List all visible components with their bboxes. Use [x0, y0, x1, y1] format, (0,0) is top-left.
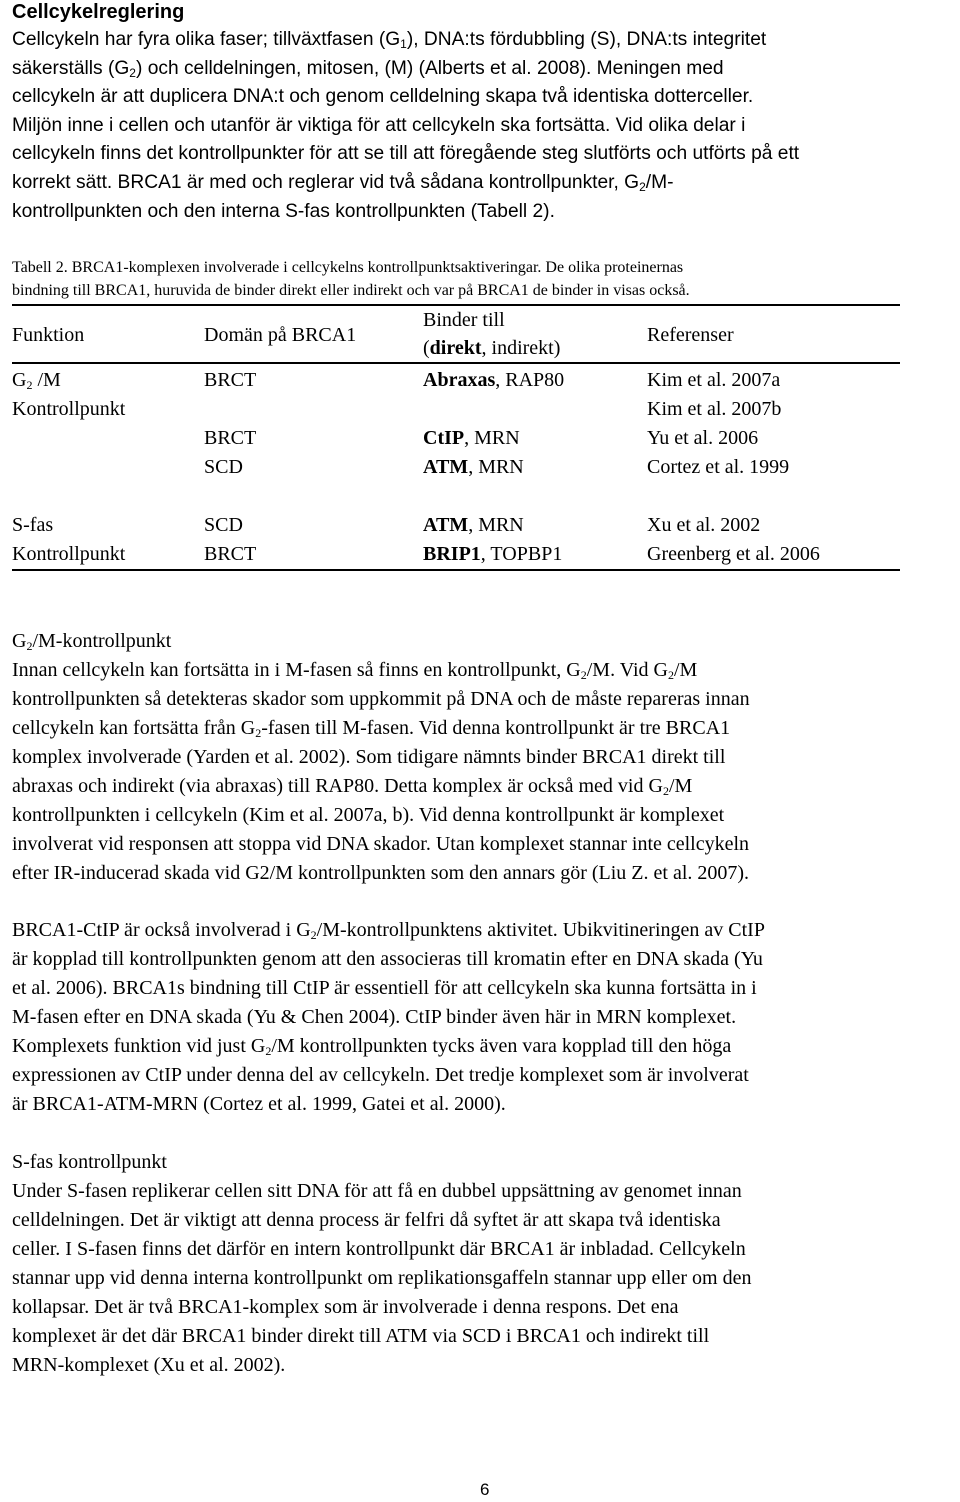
caption-line: Tabell 2. BRCA1-komplexen involverade i cellcykelns kontrollpunktsaktiveringar. De olika proteinernas [12, 259, 684, 276]
table-bottom-rule [12, 569, 900, 571]
text-run: Cellcykeln har fyra olika faser; tillväxtfasen (G [12, 29, 401, 50]
header-binder-line2 [423, 336, 560, 360]
text-run: /M [673, 659, 698, 681]
text-run: , MRN [468, 514, 524, 536]
row6-doman: BRCT [204, 543, 257, 565]
subscript: 2 [662, 784, 669, 798]
subscript: 2 [639, 179, 646, 194]
paragraph-line: Under S-fasen replikerar cellen sitt DNA för att få en dubbel uppsättning av genomet innan [12, 1180, 742, 1202]
intro-line: cellcykeln finns det kontrollpunkter för att se till att föregående steg slutförts och utförts på ett [12, 143, 800, 165]
subscript: 2 [265, 1044, 272, 1058]
row2-ref: Kim et al. 2007b [647, 398, 782, 420]
row1-binder [423, 368, 564, 392]
header-referenser: Referenser [647, 324, 734, 346]
table-caption [12, 256, 960, 302]
subscript: 2 [310, 928, 317, 942]
section-g2m [12, 627, 960, 888]
text-run: ), DNA:ts fördubbling (S), DNA:ts integritet [406, 29, 767, 50]
text-run: /M [668, 775, 693, 797]
paragraph-line: kollapsar. Det är två BRCA1-komplex som är involverade i denna respons. Det ena [12, 1296, 679, 1318]
page-number: 6 [480, 1480, 490, 1499]
text-run: korrekt sätt. BRCA1 är med och reglerar vid två sådana kontrollpunkter, G [12, 171, 640, 193]
row4-binder [423, 455, 524, 479]
intro-line [12, 26, 960, 55]
intro-line: kontrollpunkten och den interna S-fas kontrollpunkten (Tabell 2). [12, 200, 555, 222]
paragraph-line: expressionen av CtIP under denna del av cellcykeln. Det tredje komplexet som är involverat [12, 1064, 749, 1086]
row6-binder [423, 542, 562, 566]
paragraph-line: MRN-komplexet (Xu et al. 2002). [12, 1354, 286, 1376]
intro-line: Miljön inne i cellen och utanför är viktiga för att cellcykeln ska fortsätta. Vid olika delar i [12, 114, 746, 136]
paragraph-line [12, 656, 960, 685]
subscript: 2 [255, 726, 262, 740]
text-run: /M-kontrollpunkt [32, 630, 172, 652]
paragraph-line: M-fasen efter en DNA skada (Yu & Chen 2004). CtIP binder även här in MRN komplexet. [12, 1006, 737, 1028]
paragraph-line: kontrollpunkten så detekteras skador som uppkommit på DNA och de måste repareras innan [12, 688, 750, 710]
text-run: /M. Vid G [586, 659, 668, 681]
row5-binder [423, 513, 524, 537]
text-run: , MRN [468, 456, 524, 478]
row3-binder [423, 426, 520, 450]
row3-doman: BRCT [204, 427, 257, 449]
row6-ref: Greenberg et al. 2006 [647, 543, 820, 565]
text-run: /M [32, 369, 61, 391]
bold-run: Abraxas [423, 369, 496, 391]
subscript: 2 [667, 668, 674, 682]
section-heading: Cellcykelreglering [12, 1, 185, 23]
subscript: 2 [26, 639, 33, 653]
row1-ref: Kim et al. 2007a [647, 369, 781, 391]
section-title: S-fas kontrollpunkt [12, 1151, 167, 1173]
paragraph-line: komplexet är det där BRCA1 binder direkt till ATM via SCD i BRCA1 och indirekt till [12, 1325, 710, 1347]
paragraph-line: celldelningen. Det är viktigt att denna process är felfri då syftet är att skapa två identiska [12, 1209, 721, 1231]
paragraph-line: et al. 2006). BRCA1s bindning till CtIP är essentiell för att cellcykeln ska kunna fortsätta in i [12, 977, 757, 999]
text-run: ( [423, 337, 430, 359]
row5-ref: Xu et al. 2002 [647, 514, 761, 536]
row4-ref: Cortez et al. 1999 [647, 456, 790, 478]
text-run: /M- [645, 171, 674, 193]
row1-doman: BRCT [204, 369, 257, 391]
caption-line: bindning till BRCA1, huruvida de binder direkt eller indirekt och var på BRCA1 de binder in visas också. [12, 282, 690, 299]
row5-doman: SCD [204, 514, 243, 536]
subscript: 2 [26, 378, 33, 392]
intro-line [12, 169, 960, 198]
subscript: 2 [580, 668, 587, 682]
text-run: , TOPBP1 [480, 543, 563, 565]
paragraph-line: kontrollpunkten i cellcykeln (Kim et al. 2007a, b). Vid denna kontrollpunkt är komplexet [12, 804, 725, 826]
text-run: BRCA1-CtIP är också involverad i G [12, 919, 311, 941]
row3-ref: Yu et al. 2006 [647, 427, 759, 449]
paragraph-line: stannar upp vid denna interna kontrollpunkt om replikationsgaffeln stannar upp eller om den [12, 1267, 752, 1289]
text-run: , indirekt) [481, 337, 561, 359]
paragraph-line [12, 1032, 960, 1061]
text-run: Komplexets funktion vid just G [12, 1035, 266, 1057]
text-run: -fasen till M-fasen. Vid denna kontrollpunkt är tre BRCA1 [261, 717, 731, 739]
paragraph-line [12, 714, 960, 743]
paragraph-line: komplex involverade (Yarden et al. 2002). Som tidigare nämnts binder BRCA1 direkt till [12, 746, 726, 768]
intro-line [12, 55, 960, 84]
row2-funktion: Kontrollpunkt [12, 398, 126, 420]
text-run: abraxas och indirekt (via abraxas) till RAP80. Detta komplex är också med vid G [12, 775, 663, 797]
text-run: cellcykeln kan fortsätta från G [12, 717, 256, 739]
text-run: G [12, 630, 27, 652]
row4-doman: SCD [204, 456, 243, 478]
text-run: /M kontrollpunkten tycks även vara kopplad till den höga [271, 1035, 732, 1057]
table-top-rule [12, 304, 900, 306]
bold-run: ATM [423, 514, 469, 536]
text-run: ) och celldelningen, mitosen, (M) (Alberts et al. 2008). Meningen med [135, 57, 724, 79]
paragraph-line [12, 916, 960, 945]
paragraph-line: är kopplad till kontrollpunkten genom att den associeras till kromatin efter en DNA skada (Yu [12, 948, 763, 970]
text-run: Innan cellcykeln kan fortsätta in i M-fasen så finns en kontrollpunkt, G [12, 659, 581, 681]
section-title [12, 627, 960, 656]
header-doman: Domän på BRCA1 [204, 324, 357, 346]
text-run: /M-kontrollpunktens aktivitet. Ubikvitineringen av CtIP [316, 919, 765, 941]
bold-run: BRIP1 [423, 543, 481, 565]
text-run: , MRN [464, 427, 520, 449]
header-binder-line1: Binder till [423, 309, 505, 331]
paragraph-line: celler. I S-fasen finns det därför en intern kontrollpunkt där BRCA1 är inbladad. Cellcykeln [12, 1238, 746, 1260]
bold-run: ATM [423, 456, 469, 478]
paragraph-line: involverat vid responsen att stoppa vid DNA skador. Utan komplexet stannar inte cellcykeln [12, 833, 750, 855]
row5-funktion: S-fas [12, 514, 54, 536]
row6-funktion: Kontrollpunkt [12, 543, 126, 565]
paragraph-line: är BRCA1-ATM-MRN (Cortez et al. 1999, Gatei et al. 2000). [12, 1093, 506, 1115]
text-run: , RAP80 [495, 369, 565, 391]
text-run: säkerställs (G [12, 57, 130, 79]
paragraph-line [12, 772, 960, 801]
row1-funktion [12, 368, 61, 392]
paragraph-line: efter IR-inducerad skada vid G2/M kontrollpunkten som den annars gör (Liu Z. et al. 2007). [12, 862, 750, 884]
subscript: 1 [400, 37, 407, 51]
text-run: G [12, 369, 27, 391]
bold-run: direkt [429, 337, 482, 359]
section-brca1-ctip [12, 916, 960, 1119]
intro-paragraph [12, 26, 960, 226]
intro-line: cellcykeln är att duplicera DNA:t och genom celldelning skapa två identiska dotterceller. [12, 86, 754, 108]
table-header-rule [12, 362, 900, 364]
section-s-fas [12, 1148, 960, 1380]
bold-run: CtIP [423, 427, 465, 449]
header-funktion: Funktion [12, 324, 85, 346]
subscript: 2 [129, 65, 136, 80]
